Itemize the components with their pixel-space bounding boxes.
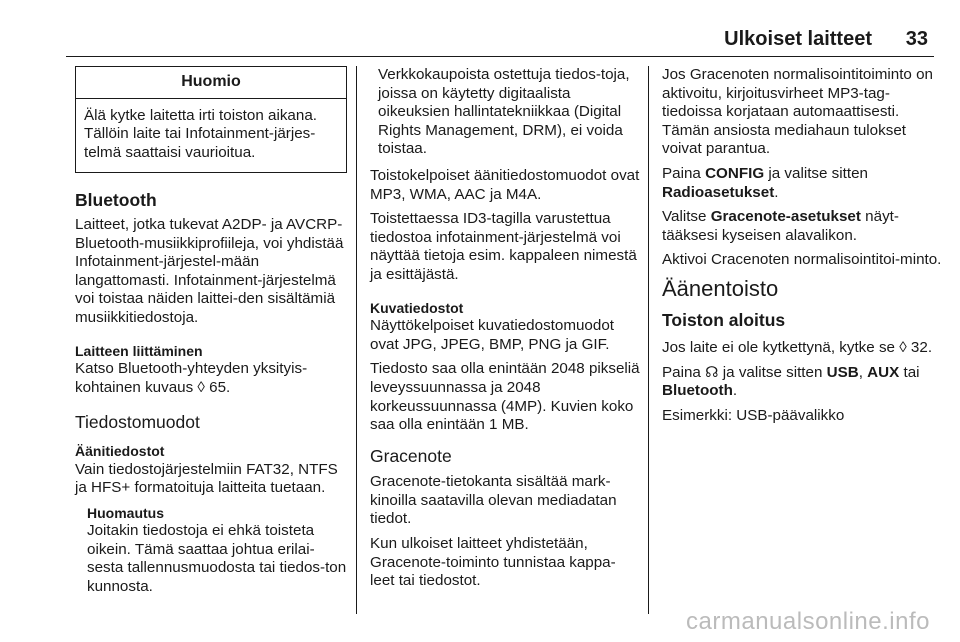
example-caption: Esimerkki: USB-päävalikko bbox=[662, 406, 845, 424]
radio-settings-label: Radioasetukset bbox=[662, 183, 775, 201]
gracenote-heading: Gracenote bbox=[370, 445, 452, 466]
column-left bbox=[75, 66, 347, 597]
activate-normalization-text: Aktivoi Cracenoten normalisointitoi-minto. bbox=[662, 251, 942, 269]
audio-files-text: Vain tiedostojärjestelmiin FAT32, NTFS ja HFS+ formatoituja laitteita tuetaan. bbox=[75, 460, 338, 497]
connect-heading: Laitteen liittäminen bbox=[75, 342, 203, 359]
page-header bbox=[66, 26, 934, 57]
audio-formats-text: Toistokelpoiset äänitiedostomuodot ovat MP3, WMA, AAC ja M4A. bbox=[370, 166, 640, 203]
watermark: carmanualsonline.info bbox=[686, 608, 930, 635]
column-middle bbox=[370, 66, 640, 597]
audio-playback-heading: Äänentoisto bbox=[662, 275, 779, 301]
bluetooth-heading: Bluetooth bbox=[75, 190, 157, 211]
file-formats-heading: Tiedostomuodot bbox=[75, 412, 200, 433]
gracenote-db-text: Gracenote-tietokanta sisältää mark-kinoilla saatavilla olevan mediadatan tiedot. bbox=[370, 473, 617, 528]
caution-box bbox=[75, 66, 347, 173]
id3-text: Toistettaessa ID3-tagilla varustettua tiedostoa infotainment-järjestelmä voi näyttää tietoja esim. kappaleen nimestä ja esittäjästä. bbox=[370, 210, 637, 283]
usb-label: USB bbox=[826, 363, 859, 381]
source-instruction: Paina ☊ ja valitse sitten USB, AUX tai Bluetooth. bbox=[662, 363, 920, 400]
connect-device-text: Jos laite ei ole kytkettynä, kytke se ◊ 32. bbox=[662, 339, 933, 357]
column-divider bbox=[648, 66, 649, 614]
gracenote-recognize-text: Kun ulkoiset laitteet yhdistetään, Gracenote-toiminto tunnistaa kappa-leet tai tiedostot. bbox=[370, 535, 616, 590]
image-files-heading: Kuvatiedostot bbox=[370, 299, 464, 316]
column-divider bbox=[356, 66, 357, 614]
gracenote-settings-instruction: Valitse Gracenote-asetukset näyt-tääksesi kyseisen alavalikon. bbox=[662, 208, 899, 244]
normalization-text: Jos Gracenoten normalisointitoiminto on aktivoitu, kirjoitusvirheet MP3-tag-tiedoissa korjataan automaattisesti. Tämän ansiosta mediahaun tulokset voivat parantua. bbox=[662, 66, 933, 158]
start-playback-heading: Toiston aloitus bbox=[662, 309, 786, 330]
config-key: CONFIG bbox=[705, 164, 765, 182]
page-number: 33 bbox=[905, 28, 928, 50]
gracenote-settings-label: Gracenote-asetukset bbox=[710, 208, 861, 226]
column-right bbox=[662, 66, 942, 432]
caution-title: Huomio bbox=[76, 67, 346, 99]
image-formats-text: Näyttökelpoiset kuvatiedostomuodot ovat JPG, JPEG, BMP, PNG ja GIF. bbox=[370, 317, 614, 353]
image-size-text: Tiedosto saa olla enintään 2048 pikseliä leveyssuunnassa ja 2048 korkeussuunnassa (4MP). Kuvien koko saa olla enintään 1 MB. bbox=[370, 360, 640, 434]
config-instruction: Paina CONFIG ja valitse sitten Radioasetukset. bbox=[662, 164, 868, 201]
drm-text: Verkkokaupoista ostettuja tiedos-toja, joissa on käytetty digitaalista oikeuksien hallintatekniikkaa (Digital Rights Management, DRM), ei voida toistaa. bbox=[378, 66, 630, 158]
aux-label: AUX bbox=[867, 363, 900, 381]
page-title: Ulkoiset laitteet bbox=[724, 28, 872, 50]
note-text: Joitakin tiedostoja ei ehkä toisteta oikein. Tämä saattaa johtua erilai-sesta tallennusmuodosta tai tiedos-ton kunnosta. bbox=[87, 522, 347, 596]
bluetooth-text: Laitteet, jotka tukevat A2DP- ja AVCRP-Bluetooth-musiikkiprofiileja, voi yhdistää Infotainment-järjestel-mään langattomasti. Infotainment-järjestelmä voi toistaa näiden laittei-den sisältämiä musiikkitiedostoja. bbox=[75, 215, 344, 326]
audio-files-heading: Äänitiedostot bbox=[75, 442, 165, 459]
media-icon: ☊ bbox=[705, 363, 719, 381]
bluetooth-label: Bluetooth bbox=[662, 382, 733, 400]
connect-text: Katso Bluetooth-yhteyden yksityis-kohtainen kuvaus ◊ 65. bbox=[75, 360, 308, 396]
note-box bbox=[75, 504, 347, 597]
caution-text: Älä kytke laitetta irti toiston aikana. Tällöin laite tai Infotainment-järjes-telmä saattaisi vaurioitua. bbox=[84, 106, 317, 161]
note-title: Huomautus bbox=[87, 504, 164, 521]
